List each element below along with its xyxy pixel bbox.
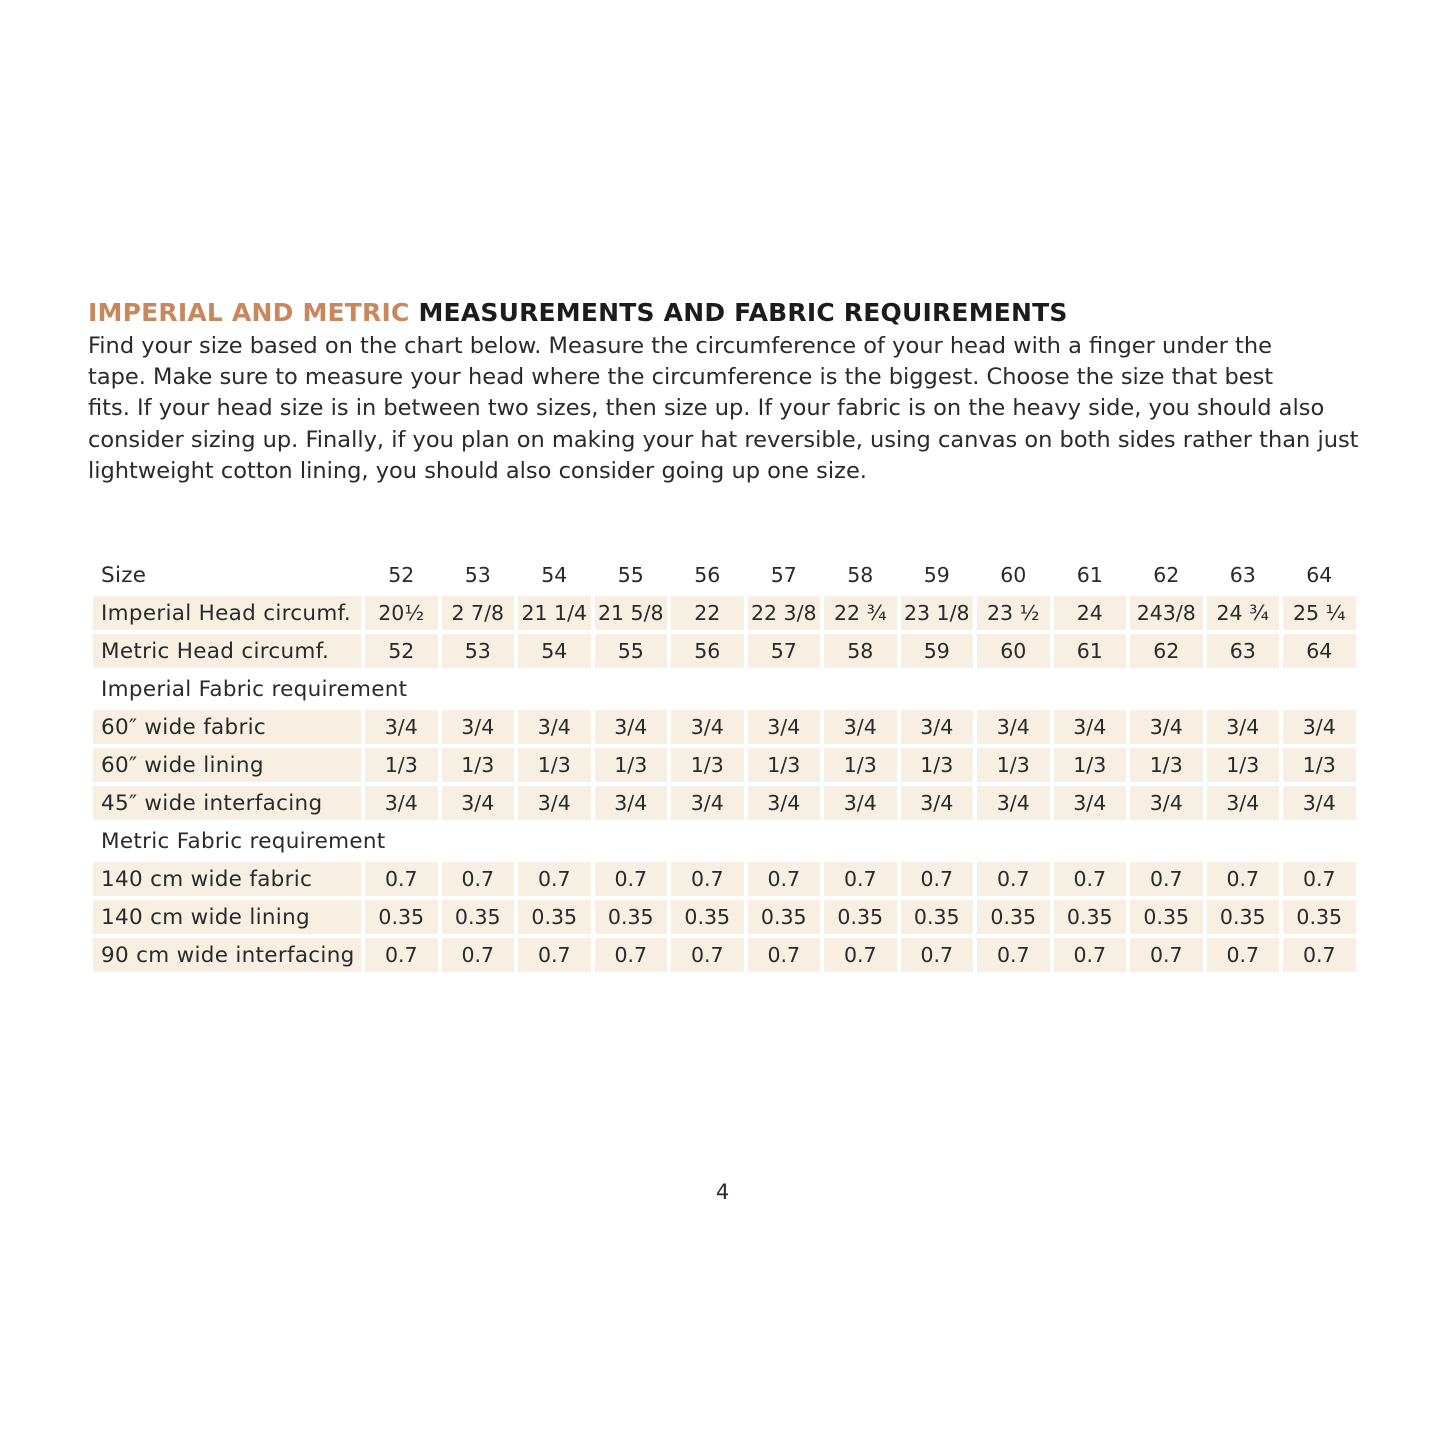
table-cell: 3/4 [442,710,515,744]
table-cell: 3/4 [1207,786,1280,820]
table-cell: 1/3 [671,748,744,782]
table-row [93,862,1356,896]
table-cell: 0.7 [824,938,897,972]
table-cell: 61 [1054,634,1127,668]
heading-accent: IMPERIAL AND METRIC [88,298,410,327]
table-cell: 3/4 [1130,786,1203,820]
row-label: 90 cm wide interfacing [93,938,361,972]
table-cell: 3/4 [1054,786,1127,820]
table-cell: 0.7 [977,862,1050,896]
table-cell: 1/3 [901,748,974,782]
table-cell: 0.35 [1207,900,1280,934]
table-cell: 25 ¼ [1283,596,1356,630]
table-cell: 0.7 [824,862,897,896]
intro-paragraph [88,331,1368,487]
table-cell: 0.35 [595,900,668,934]
table-cell: 53 [464,563,491,587]
table-cell: 0.7 [1054,938,1127,972]
table-cell: 58 [824,634,897,668]
table-cell: 22 ¾ [824,596,897,630]
table-cell: 0.7 [442,862,515,896]
table-row [93,824,1356,858]
table-cell: 52 [365,634,438,668]
table-cell: 21 1/4 [518,596,591,630]
table-cell: 3/4 [901,786,974,820]
row-label: 140 cm wide fabric [93,862,361,896]
table-cell: 3/4 [748,710,821,744]
table-cell: 0.7 [365,938,438,972]
table-cell: 0.7 [977,938,1050,972]
row-label: Size [101,562,147,588]
table-cell: 0.35 [442,900,515,934]
table-cell: 60 [977,634,1050,668]
table-row [93,748,1356,782]
table-cell: 3/4 [824,786,897,820]
table-cell: 21 5/8 [595,596,668,630]
table-cell: 3/4 [595,786,668,820]
table-cell: 53 [442,634,515,668]
table-cell: 3/4 [901,710,974,744]
table-row [93,786,1356,820]
table-cell: 20½ [365,596,438,630]
row-label: Metric Head circumf. [93,634,361,668]
table-cell: 22 3/8 [748,596,821,630]
table-cell: 1/3 [442,748,515,782]
table-cell: 0.7 [1130,862,1203,896]
table-cell: 0.7 [518,938,591,972]
row-label: 60″ wide fabric [93,710,361,744]
table-row [93,900,1356,934]
table-cell: 56 [671,634,744,668]
table-cell: 0.7 [901,938,974,972]
table-cell: 58 [847,563,874,587]
table-cell: 0.7 [518,862,591,896]
page-heading [88,298,1068,327]
table-cell: 3/4 [1283,710,1356,744]
table-cell: 24 [1054,596,1127,630]
row-label: Metric Fabric requirement [101,828,386,854]
table-cell: 22 [671,596,744,630]
table-cell: 3/4 [595,710,668,744]
table-cell: 64 [1306,563,1333,587]
table-cell: 3/4 [748,786,821,820]
table-cell: 23 1/8 [901,596,974,630]
row-label: 60″ wide lining [93,748,361,782]
table-cell: 3/4 [1207,710,1280,744]
row-label: 45″ wide interfacing [93,786,361,820]
table-cell: 3/4 [365,710,438,744]
table-cell: 0.35 [901,900,974,934]
table-cell: 0.35 [748,900,821,934]
table-row [93,634,1356,668]
row-label: Imperial Fabric requirement [101,676,408,702]
table-cell: 243/8 [1130,596,1203,630]
table-cell: 0.7 [365,862,438,896]
table-cell: 59 [901,634,974,668]
table-cell: 1/3 [365,748,438,782]
table-cell: 0.7 [442,938,515,972]
table-cell: 0.7 [1283,862,1356,896]
table-cell: 3/4 [977,786,1050,820]
table-cell: 1/3 [1283,748,1356,782]
table-cell: 59 [923,563,950,587]
table-cell: 1/3 [1207,748,1280,782]
table-cell: 61 [1076,563,1103,587]
intro-line: tape. Make sure to measure your head where the circumference is the biggest. Choose the size that best [88,364,1274,391]
table-cell: 1/3 [824,748,897,782]
table-cell: 3/4 [1054,710,1127,744]
intro-line: consider sizing up. Finally, if you plan on making your hat reversible, using canvas on both sides rather than just [88,426,1359,453]
table-cell: 0.7 [748,862,821,896]
table-cell: 1/3 [595,748,668,782]
table-cell: 3/4 [442,786,515,820]
table-cell: 57 [748,634,821,668]
table-cell: 0.7 [671,938,744,972]
intro-line: lightweight cotton lining, you should also consider going up one size. [88,457,867,484]
table-cell: 0.35 [518,900,591,934]
table-cell: 0.7 [671,862,744,896]
table-cell: 0.35 [824,900,897,934]
table-cell: 3/4 [365,786,438,820]
size-chart-body [93,558,1356,972]
table-cell: 24 ¾ [1207,596,1280,630]
table-cell: 0.7 [1207,862,1280,896]
row-label: 140 cm wide lining [93,900,361,934]
table-cell: 0.35 [1283,900,1356,934]
table-cell: 54 [518,634,591,668]
table-row [93,938,1356,972]
table-cell: 64 [1283,634,1356,668]
table-cell: 56 [694,563,721,587]
heading-rest: MEASUREMENTS AND FABRIC REQUIREMENTS [409,298,1068,327]
table-cell: 1/3 [518,748,591,782]
table-cell: 62 [1130,634,1203,668]
table-cell: 3/4 [824,710,897,744]
table-cell: 54 [541,563,568,587]
table-cell: 0.35 [1130,900,1203,934]
table-cell: 1/3 [977,748,1050,782]
intro-line: fits. If your head size is in between two sizes, then size up. If your fabric is on the heavy side, you should also [88,395,1325,422]
table-cell: 63 [1229,563,1256,587]
table-cell: 0.7 [748,938,821,972]
table-cell: 1/3 [748,748,821,782]
intro-line: Find your size based on the chart below. Measure the circumference of your head with a finger under the [88,333,1272,359]
table-cell: 3/4 [671,786,744,820]
table-cell: 0.35 [671,900,744,934]
table-cell: 2 7/8 [442,596,515,630]
table-cell: 0.7 [595,862,668,896]
table-cell: 0.35 [365,900,438,934]
table-cell: 0.7 [1207,938,1280,972]
table-cell: 3/4 [1283,786,1356,820]
table-cell: 55 [595,634,668,668]
table-cell: 60 [1000,563,1027,587]
table-cell: 0.7 [901,862,974,896]
table-cell: 55 [617,563,644,587]
table-cell: 62 [1153,563,1180,587]
table-cell: 52 [388,563,415,587]
table-row [93,710,1356,744]
table-row [93,672,1356,706]
table-row [93,596,1356,630]
table-cell: 23 ½ [977,596,1050,630]
table-row [93,558,1356,592]
table-cell: 0.7 [595,938,668,972]
table-cell: 3/4 [518,710,591,744]
size-chart-table [89,554,1360,976]
table-cell: 1/3 [1054,748,1127,782]
table-cell: 0.7 [1054,862,1127,896]
table-cell: 1/3 [1130,748,1203,782]
page-number: 4 [715,1180,730,1204]
row-label: Imperial Head circumf. [93,596,361,630]
table-cell: 63 [1207,634,1280,668]
table-cell: 3/4 [518,786,591,820]
table-cell: 0.7 [1283,938,1356,972]
table-cell: 3/4 [1130,710,1203,744]
table-cell: 57 [770,563,797,587]
table-cell: 0.35 [977,900,1050,934]
table-cell: 3/4 [977,710,1050,744]
table-cell: 3/4 [671,710,744,744]
table-cell: 0.35 [1054,900,1127,934]
table-cell: 0.7 [1130,938,1203,972]
